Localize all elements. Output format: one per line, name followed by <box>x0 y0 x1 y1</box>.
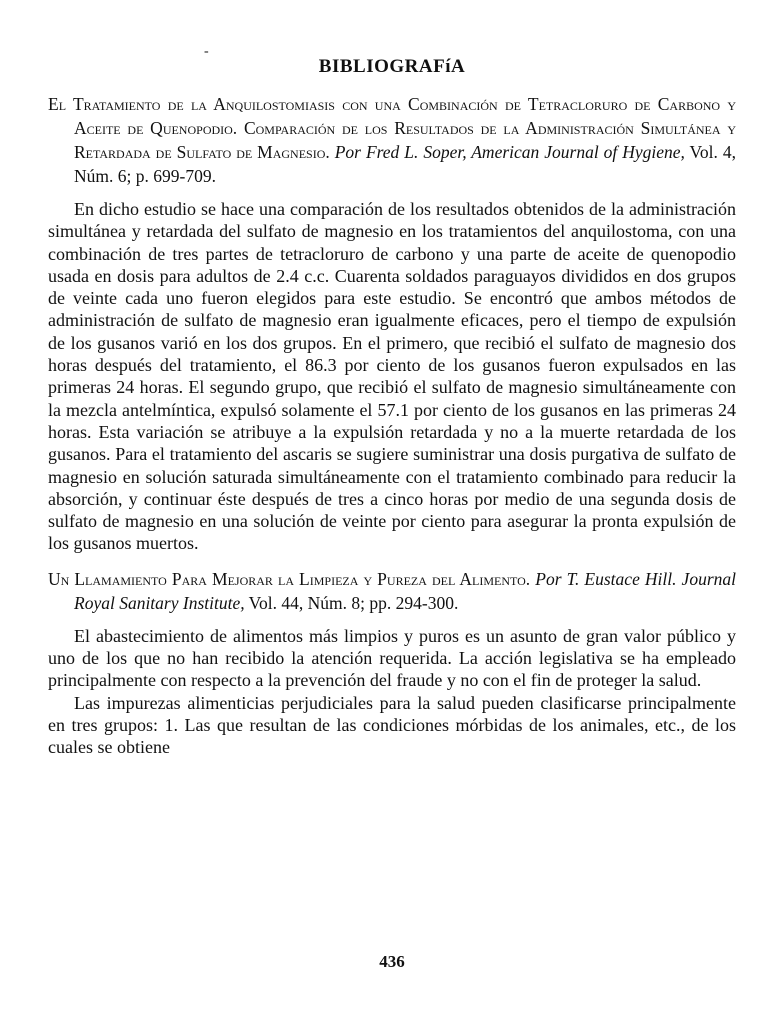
article-author-source-2: Por T. Eustace Hill. Journal Royal Sanitary Institute, <box>74 568 736 613</box>
document-page <box>48 44 737 1010</box>
stray-mark: - <box>204 44 209 59</box>
article-title-1: El Tratamiento de la Anquilostomiasis con una Combinación de Tetracloruro de Carbono y Aceite de Quenopodio. Comparación de los Resultados de la Administración Simultánea y Retardada de Sulfato de Magnesio. <box>48 94 736 162</box>
article-author-source-1: Por Fred L. Soper, American Journal of Hygiene, <box>334 142 685 162</box>
page-number: 436 <box>379 952 405 971</box>
article-reference-1 <box>48 92 736 188</box>
article-citation-1: Vol. 4, Núm. 6; p. 699-709. <box>74 142 737 186</box>
article-2-paragraph-2: Las impurezas alimenticias perjudiciales para la salud pueden clasificarse principalmente en tres grupos: 1. Las que resultan de las condiciones mórbidas de los animales, etc., de los cuales se obtiene <box>48 692 736 758</box>
article-title-2: Un Llamamiento Para Mejorar la Limpieza y Pureza del Alimento. <box>48 568 531 589</box>
article-2-paragraph-1: El abastecimiento de alimentos más limpios y puros es un asunto de gran valor público y uno de los que no han recibido la atención requerida. La acción legislativa se ha empleado principalmente con respecto a la prevención del fraude y no con el fin de proteger la salud. <box>48 625 736 691</box>
article-citation-2: Vol. 44, Núm. 8; pp. 294-300. <box>248 592 459 613</box>
article-reference-2 <box>48 567 736 615</box>
article-1-paragraph-1: En dicho estudio se hace una comparación de los resultados obtenidos de la administración simultánea y retardada del sulfato de magnesio en los tratamientos del anquilostoma, con una combinación de tres partes de tetracloruro de carbono y una parte de aceite de quenopodio usada en dosis para adultos de 2.4 c.c. Cuarenta soldados paraguayos divididos en dos grupos de veinte cada uno fueron elegidos para este estudio. Se encontró que ambos métodos de administración de sulfato de magnesio eran igualmente eficaces, pero el tiempo de expulsión de los gusanos varió en los dos grupos. En el primero, que recibió el sulfato de magnesio dos horas después del tratamiento, el 86.3 por ciento de los gusanos fueron expulsados en las primeras 24 horas. El segundo grupo, que recibió el sulfato de magnesio simultáneamente con la mezcla antelmíntica, expulsó solamente el 57.1 por ciento de los gusanos en las primeras 24 horas. Esta variación se atribuye a la expulsión retardada y no a la muerte retardada de los gusanos. Para el tratamiento del ascaris se sugiere suministrar una dosis purgativa de sulfato de magnesio en solución saturada simultáneamente con el tratamiento combinado para reducir la absorción, y continuar éste después de tres a cinco horas por medio de una segunda dosis de sulfato de magnesio en una solución de veinte por ciento para asegurar la pronta expulsión de los gusanos muertos. <box>48 199 736 554</box>
section-heading: BIBLIOGRAFíA <box>318 56 466 77</box>
